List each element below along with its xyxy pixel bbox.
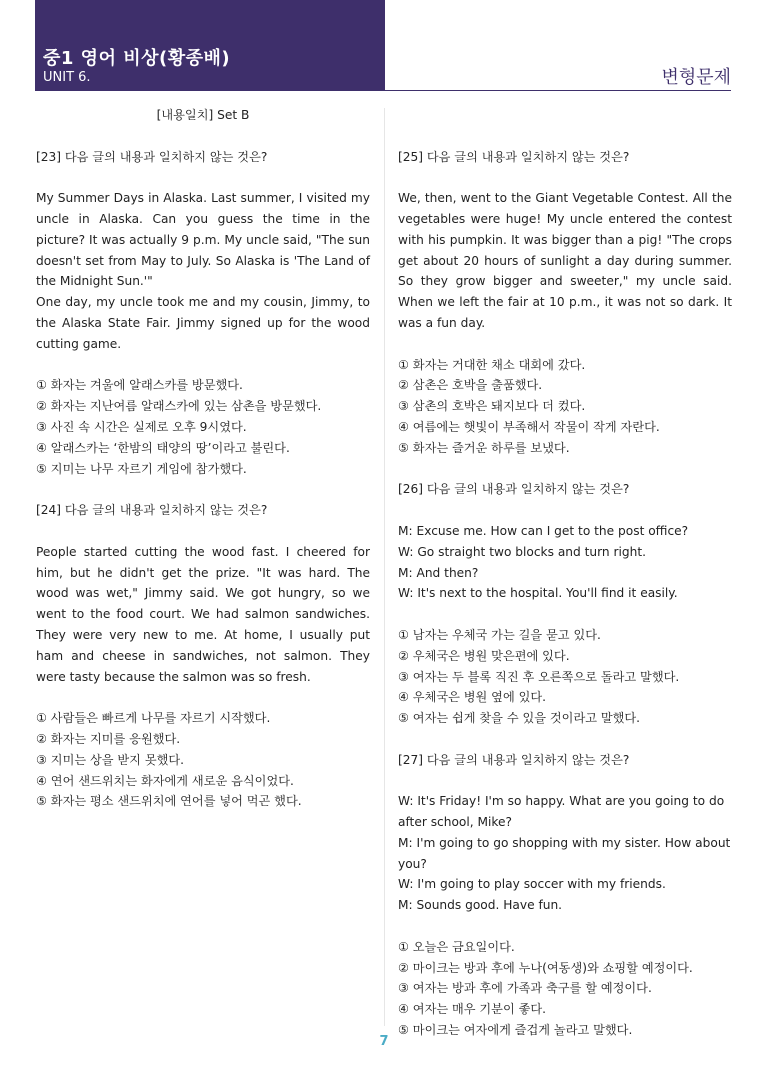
question-27-option: ⑤ 마이크는 여자에게 즐겁게 놀라고 말했다. [398,1023,633,1038]
question-23-option: ④ 알래스카는 ‘한밤의 태양의 땅’이라고 불린다. [36,440,290,455]
question-26-option: ④ 우체국은 병원 옆에 있다. [398,690,547,705]
question-23-passage-2: One day, my uncle took me and my cousin, Jimmy, to the Alaska State Fair. Jimmy signed up for the wood cutting game. [36,295,370,351]
question-26-dialogue-line: M: Excuse me. How can I get to the post office? [398,523,689,538]
right-column [398,105,732,1041]
question-26-dialogue-line: M: And then? [398,565,479,580]
question-24-title: [24] 다음 글의 내용과 일치하지 않는 것은? [36,503,268,518]
question-23-option: ③ 사진 속 시간은 실제로 오후 9시였다. [36,419,247,434]
document-title: 중1 영어 비상(황종배) [43,48,231,69]
column-divider [384,108,385,1026]
question-27-dialogue-line: W: I'm going to play soccer with my friends. [398,877,666,892]
question-27-title: [27] 다음 글의 내용과 일치하지 않는 것은? [398,752,630,767]
question-26-option: ⑤ 여자는 쉽게 찾을 수 있을 것이라고 말했다. [398,711,641,726]
question-24-option: ② 화자는 지미를 응원했다. [36,731,181,746]
question-25-option: ① 화자는 거대한 채소 대회에 갔다. [398,357,586,372]
header-banner [35,0,385,91]
question-23-option: ① 화자는 겨울에 알래스카를 방문했다. [36,378,243,393]
question-24-option: ③ 지미는 상을 받지 못했다. [36,752,185,767]
question-26-title: [26] 다음 글의 내용과 일치하지 않는 것은? [398,482,630,497]
question-24-option: ⑤ 화자는 평소 샌드위치에 연어를 넣어 먹곤 했다. [36,794,302,809]
question-27-option: ④ 여자는 매우 기분이 좋다. [398,1002,547,1017]
question-24-option: ① 사람들은 빠르게 나무를 자르기 시작했다. [36,711,271,726]
question-23-option: ② 화자는 지난여름 알래스카에 있는 삼촌을 방문했다. [36,399,322,414]
question-26-dialogue-line: W: It's next to the hospital. You'll find it easily. [398,586,678,601]
question-27-dialogue-line: M: I'm going to go shopping with my sister. How about you? [398,835,731,871]
section-label: 변형문제 [661,67,731,88]
page-number: 7 [379,1034,389,1049]
question-25-title: [25] 다음 글의 내용과 일치하지 않는 것은? [398,149,630,164]
question-26-dialogue-line: W: Go straight two blocks and turn right. [398,544,647,559]
question-23-passage-1: My Summer Days in Alaska. Last summer, I visited my uncle in Alaska. Can you guess the time in the picture? It was actually 9 p.m. My uncle said, "The sun doesn't set from May to July. So Alaska is 'The Land of the Midnight Sun.'" [36,191,370,289]
question-26-option: ③ 여자는 두 블록 직진 후 오른쪽으로 돌라고 말했다. [398,669,680,684]
question-27-dialogue-line: W: It's Friday! I'm so happy. What are you going to do after school, Mike? [398,794,725,830]
question-27-option: ③ 여자는 방과 후에 가족과 축구를 할 예정이다. [398,981,652,996]
question-24-passage: People started cutting the wood fast. I cheered for him, but he didn't get the prize. "It was hard. The wood was wet," Jimmy said. We got hungry, so we went to the food court. We had salmon sandwiches. They were very new to me. At home, I usually put ham and cheese in sandwiches, not salmon. They were tasty because the salmon was so fresh. [36,544,370,684]
unit-label: UNIT 6. [43,70,91,85]
question-25-option: ④ 여름에는 햇빛이 부족해서 작물이 작게 자란다. [398,419,660,434]
set-label: [내용일치] Set B [156,108,250,122]
question-27-option: ① 오늘은 금요일이다. [398,939,515,954]
question-27-option: ② 마이크는 방과 후에 누나(여동생)와 쇼핑할 예정이다. [398,960,693,975]
question-27-dialogue-line: M: Sounds good. Have fun. [398,898,563,913]
left-column [36,105,370,812]
question-25-option: ③ 삼촌의 호박은 돼지보다 더 컸다. [398,399,586,414]
question-23-title: [23] 다음 글의 내용과 일치하지 않는 것은? [36,149,268,164]
question-23-option: ⑤ 지미는 나무 자르기 게임에 참가했다. [36,461,247,476]
question-24-option: ④ 연어 샌드위치는 화자에게 새로운 음식이었다. [36,773,294,788]
question-25-passage: We, then, went to the Giant Vegetable Contest. All the vegetables were huge! My uncle entered the contest with his pumpkin. It was bigger than a pig! "The crops get about 20 hours of sunlight a day during summer. So they grow bigger and sweeter," my uncle said. When we left the fair at 10 p.m., it was not so dark. It was a fun day. [398,191,732,330]
header-rule [385,90,731,91]
question-26-option: ① 남자는 우체국 가는 길을 묻고 있다. [398,627,601,642]
question-25-option: ⑤ 화자는 즐거운 하루를 보냈다. [398,440,570,455]
question-25-option: ② 삼촌은 호박을 출품했다. [398,378,543,393]
question-26-option: ② 우체국은 병원 맞은편에 있다. [398,648,570,663]
